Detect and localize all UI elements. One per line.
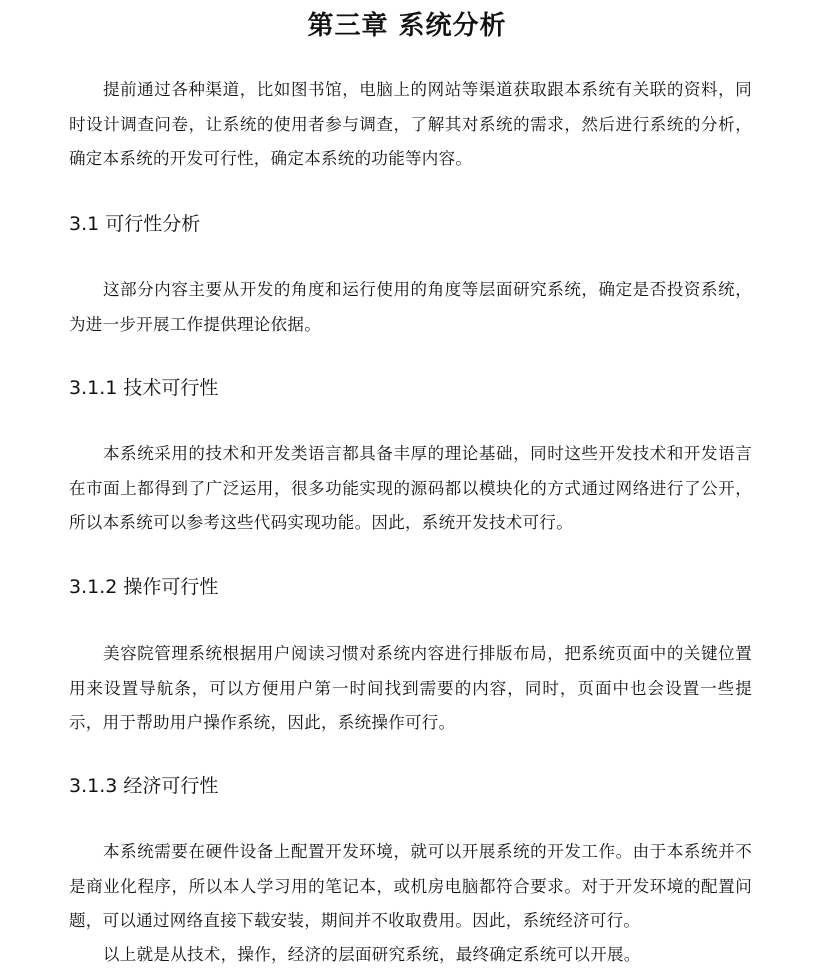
intro-paragraph: 提前通过各种渠道，比如图书馆，电脑上的网站等渠道获取跟本系统有关联的资料，同时设计调查问卷，让系统的使用者参与调查，了解其对系统的需求，然后进行系统的分析，确定本系统的开发可行性，确定本系统的功能等内容。 — [69, 80, 752, 168]
section-paragraph-3-1-2: 美容院管理系统根据用户阅读习惯对系统内容进行排版布局，把系统页面中的关键位置用来设置导航条，可以方便用户第一时间找到需要的内容，同时，页面中也会设置一些提示，用于帮助用户操作系统，因此，系统操作可行。 — [69, 644, 752, 732]
section-paragraph-3-1: 这部分内容主要从开发的角度和运行使用的角度等层面研究系统，确定是否投资系统，为进一步开展工作提供理论依据。 — [69, 280, 752, 334]
section-heading-3-1-3: 3.1.3 经济可行性 — [69, 775, 219, 797]
section-paragraph-3-1-1: 本系统采用的技术和开发类语言都具备丰厚的理论基础，同时这些开发技术和开发语言在市面上都得到了广泛运用，很多功能实现的源码都以模块化的方式通过网络进行了公开，所以本系统可以参考这些代码实现功能。因此，系统开发技术可行。 — [69, 444, 752, 532]
section-heading-3-1-2: 3.1.2 操作可行性 — [69, 576, 219, 598]
section-heading-3-1: 3.1 可行性分析 — [69, 213, 201, 235]
section-heading-3-1-1: 3.1.1 技术可行性 — [69, 377, 219, 399]
section-paragraph-3-1-3: 本系统需要在硬件设备上配置开发环境，就可以开展系统的开发工作。由于本系统并不是商业化程序，所以本人学习用的笔记本，或机房电脑都符合要求。对于开发环境的配置问题，可以通过网络直接下载安装，期间并不收取费用。因此，系统经济可行。 — [69, 842, 752, 930]
conclusion-paragraph: 以上就是从技术，操作，经济的层面研究系统，最终确定系统可以开展。 — [103, 945, 641, 964]
chapter-title: 第三章 系统分析 — [307, 11, 507, 41]
